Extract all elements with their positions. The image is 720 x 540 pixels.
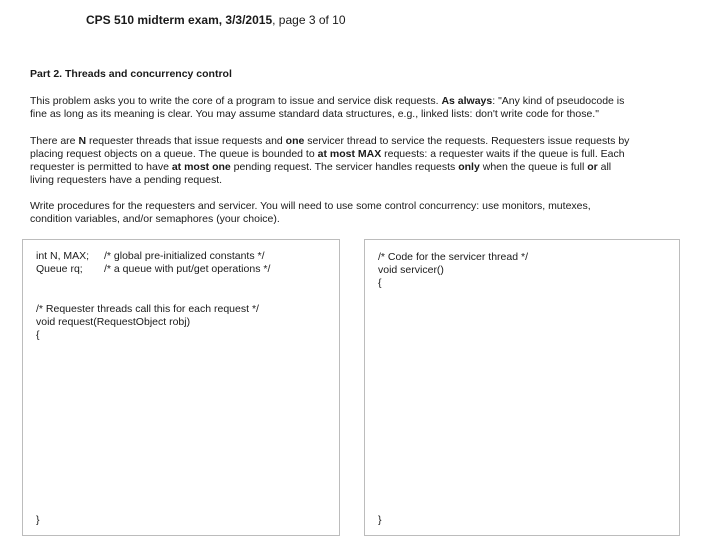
section-title: Part 2. Threads and concurrency control: [30, 68, 232, 80]
servicer-close-brace: }: [378, 514, 382, 526]
problem-paragraph: [30, 135, 670, 187]
problem-line-4: living requesters have a pending request.: [30, 174, 223, 186]
requester-answer-box[interactable]: [22, 239, 340, 536]
decl-comment-queue: /* a queue with put/get operations */: [104, 263, 271, 275]
intro-line-2: fine as long as its meaning is clear. You may assume standard data structures, e.g., linked lists: don't write code for those.": [30, 108, 599, 120]
page-header: [86, 14, 346, 27]
servicer-comment: /* Code for the servicer thread */: [378, 251, 528, 263]
page-number: , page 3 of 10: [272, 13, 346, 27]
request-comment: /* Requester threads call this for each request */: [36, 303, 259, 315]
problem-line-3: requester is permitted to have at most one pending request. The servicer handles requests only when the queue is full or all: [30, 161, 612, 173]
request-close-brace: }: [36, 514, 40, 526]
intro-paragraph: [30, 95, 670, 121]
decl-queue: Queue rq;: [36, 263, 83, 275]
servicer-open-brace: {: [378, 277, 382, 289]
decl-comment-constants: /* global pre-initialized constants */: [104, 250, 265, 262]
problem-line-2: placing request objects on a queue. The queue is bounded to at most MAX requests: a requester waits if the queue is full. Each: [30, 148, 625, 160]
instructions-line-2: condition variables, and/or semaphores (your choice).: [30, 213, 280, 225]
intro-line-1: This problem asks you to write the core of a program to issue and service disk requests. As always: "Any kind of pseudocode is: [30, 95, 625, 107]
servicer-signature: void servicer(): [378, 264, 444, 276]
exam-title: CPS 510 midterm exam, 3/3/2015: [86, 13, 273, 27]
request-signature: void request(RequestObject robj): [36, 316, 191, 328]
decl-n-max: int N, MAX;: [36, 250, 90, 262]
problem-line-1: There are N requester threads that issue requests and one servicer thread to service the requests. Requesters issue requests by: [30, 135, 630, 147]
instructions-line-1: Write procedures for the requesters and servicer. You will need to use some control concurrency: use monitors, mutexes,: [30, 200, 591, 212]
request-open-brace: {: [36, 329, 40, 341]
servicer-answer-box[interactable]: [364, 239, 680, 536]
instructions-paragraph: [30, 200, 670, 226]
